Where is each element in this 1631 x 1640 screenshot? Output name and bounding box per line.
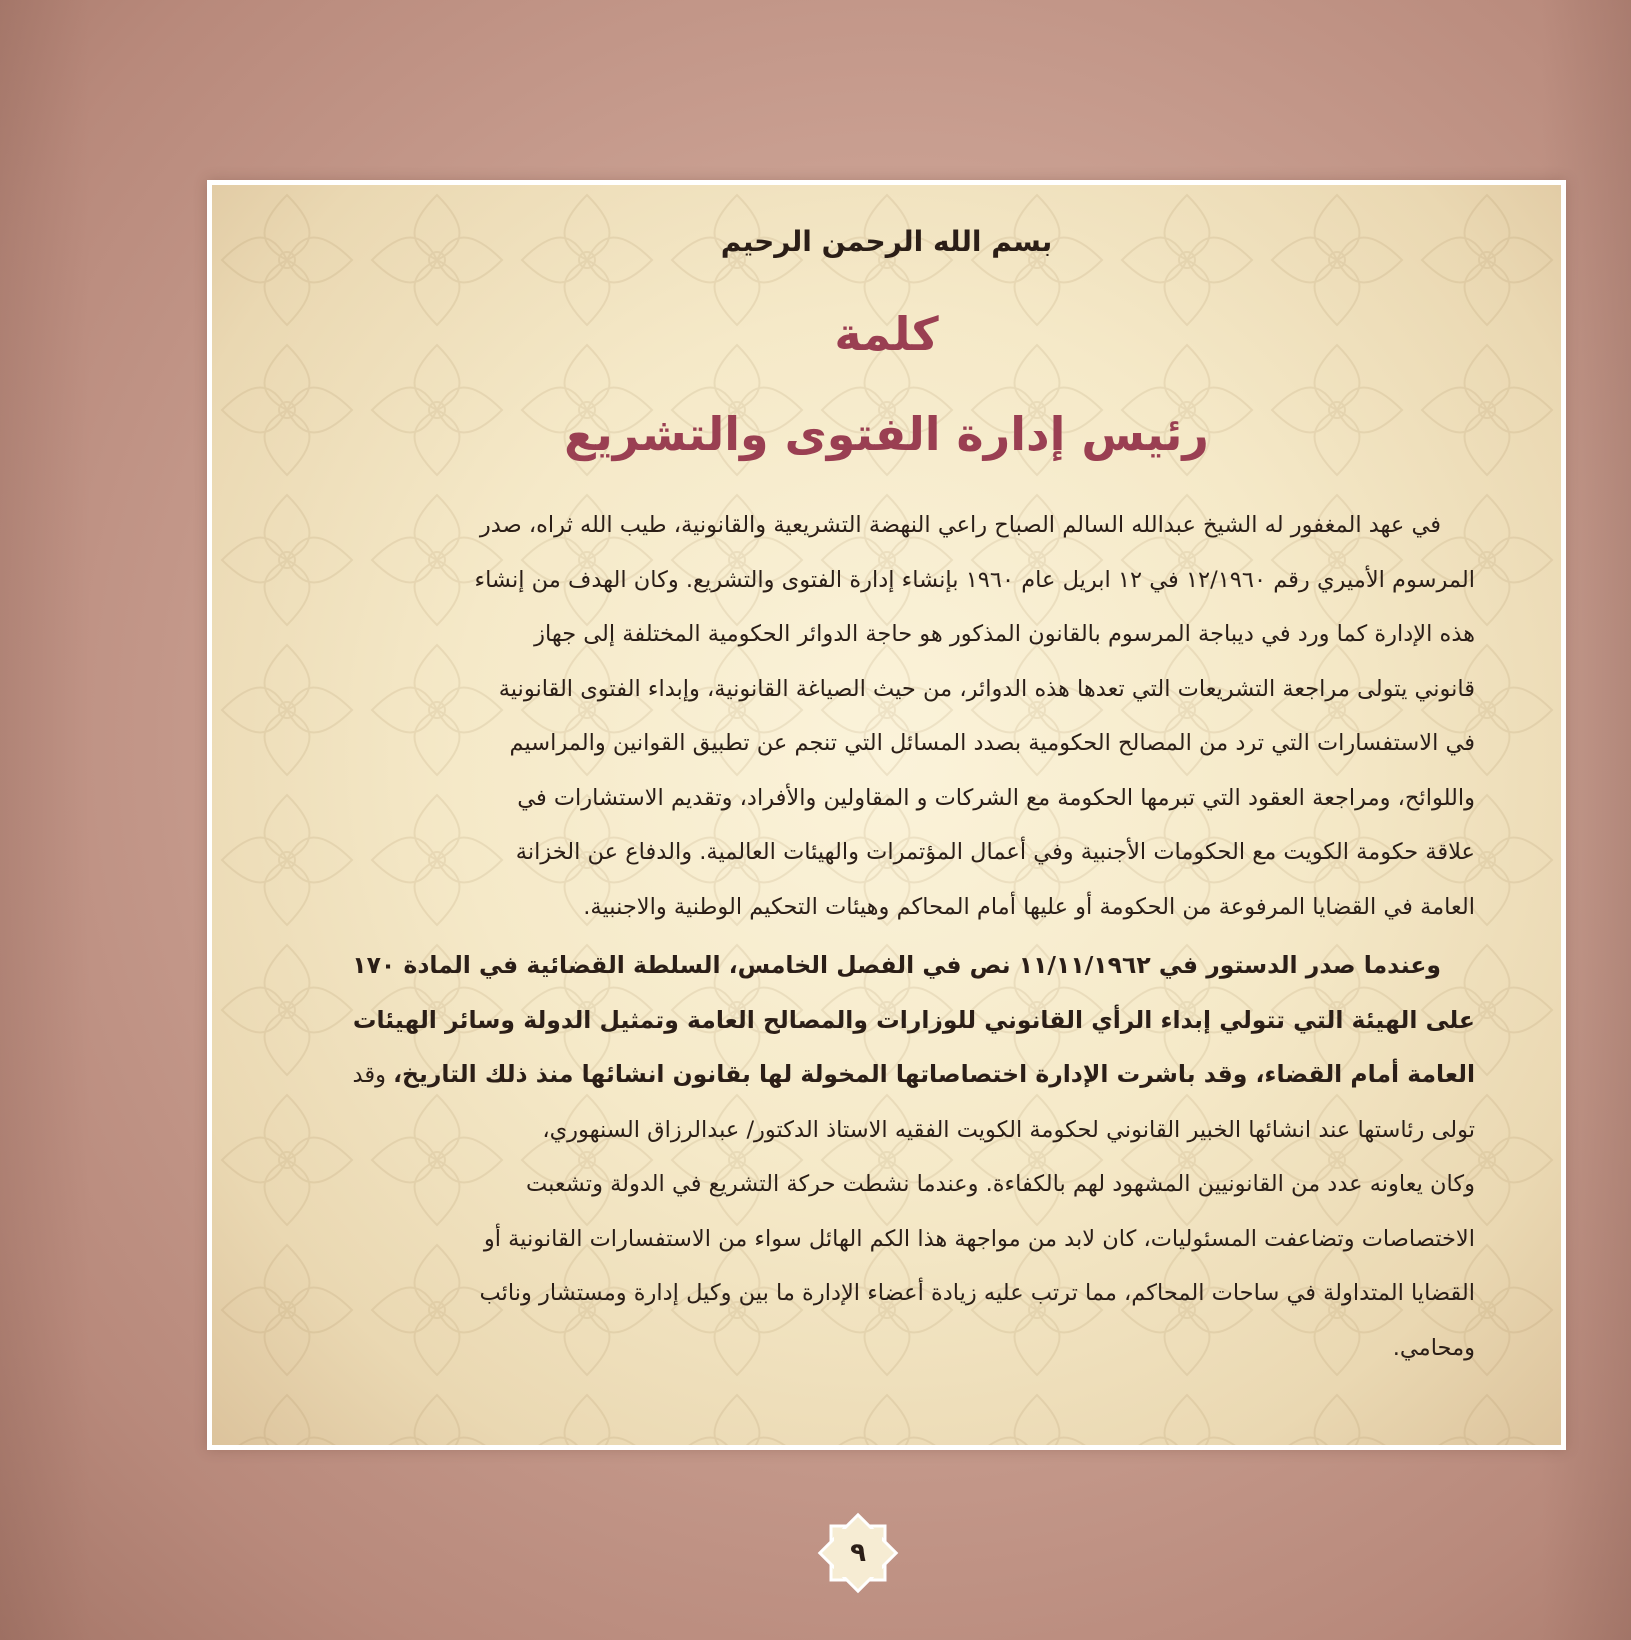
paragraph-regular-segment: وقد (352, 1062, 394, 1088)
page-edge-shadow-left (0, 0, 90, 1640)
paragraph-bold-segment: العامة أمام القضاء، وقد باشرت الإدارة اختصاصاتها المخولة لها بقانون انشائها منذ ذلك التاريخ، (393, 1060, 1475, 1088)
paragraph-line: ومحامي. (1392, 1334, 1475, 1361)
page-subtitle: رئيس إدارة الفتوى والتشريع (564, 407, 1209, 461)
paragraph-1 (269, 498, 1509, 934)
paragraph-line: في الاستفسارات التي ترد من المصالح الحكومية بصدد المسائل التي تنجم عن تطبيق القوانين والمراسيم (509, 730, 1475, 756)
paragraph-line: العامة في القضايا المرفوعة من الحكومة أو عليها أمام المحاكم وهيئات التحكيم الوطنية والاجنبية. (583, 893, 1475, 920)
body-text (269, 498, 1509, 1375)
paragraph-line: قانوني يتولى مراجعة التشريعات التي تعدها هذه الدوائر، من حيث الصياغة القانونية، وإبداء الفتوى القانونية (498, 675, 1475, 702)
paragraph-line-bold: وعندما صدر الدستور في ١١/١١/١٩٦٢ نص في الفصل الخامس، السلطة القضائية في المادة ١٧٠ (352, 951, 1441, 979)
paragraph-line-mixed (269, 1047, 1475, 1103)
paragraph-line: الاختصاصات وتضاعفت المسئوليات، كان لابد من مواجهة هذا الكم الهائل سواء من الاستفسارات القانونية أو (483, 1225, 1475, 1252)
paragraph-line: هذه الإدارة كما ورد في ديباجة المرسوم بالقانون المذكور هو حاجة الدوائر الحكومية المختلفة إلى جهاز (534, 621, 1475, 647)
paragraph-line: المرسوم الأميري رقم ١٢/١٩٦٠ في ١٢ ابريل عام ١٩٦٠ بإنشاء إدارة الفتوى والتشريع. وكان الهدف من إنشاء (474, 566, 1475, 593)
basmala-heading: بسم الله الرحمن الرحيم (720, 225, 1053, 258)
paragraph-2 (269, 938, 1509, 1375)
paragraph-line-bold: على الهيئة التي تتولي إبداء الرأي القانوني للوزارات والمصالح العامة وتمثيل الدولة وسائر الهيئات (352, 1005, 1475, 1034)
paragraph-line: في عهد المغفور له الشيخ عبدالله السالم الصباح راعي النهضة التشريعية والقانونية، طيب الله ثراه، صدر (479, 512, 1441, 538)
paragraph-line: القضايا المتداولة في ساحات المحاكم، مما ترتب عليه زيادة أعضاء الإدارة ما بين وكيل إدارة ومستشار ونائب (479, 1280, 1475, 1306)
page-number: ٩ (850, 1538, 866, 1568)
page-number-badge (815, 1510, 901, 1596)
page-title: كلمة (834, 307, 939, 361)
paragraph-line: علاقة حكومة الكويت مع الحكومات الأجنبية وفي أعمال المؤتمرات والهيئات العالمية. والدفاع عن الخزانة (515, 839, 1475, 865)
paragraph-line: تولى رئاستها عند انشائها الخبير القانوني لحكومة الكويت الفقيه الاستاذ الدكتور/ عبدالرزاق السنهوري، (542, 1116, 1475, 1143)
paragraph-line: واللوائح، ومراجعة العقود التي تبرمها الحكومة مع الشركات و المقاولين والأفراد، وتقديم الاستشارات في (517, 784, 1475, 811)
paragraph-line: وكان يعاونه عدد من القانونيين المشهود لهم بالكفاءة. وعندما نشطت حركة التشريع في الدولة وتشعبت (526, 1171, 1475, 1197)
content-panel (207, 180, 1566, 1450)
